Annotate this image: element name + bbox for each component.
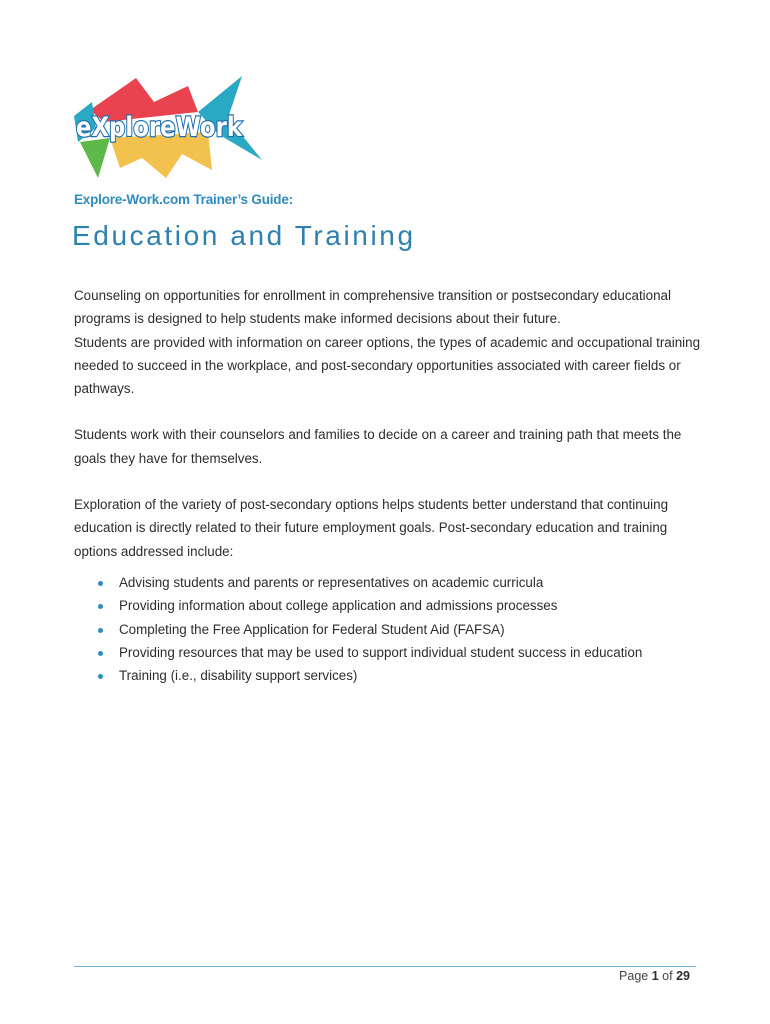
list-item-text: Providing information about college application and admissions processes: [119, 598, 558, 614]
list-item-text: Providing resources that may be used to support individual student success in education: [119, 644, 643, 660]
list-item: [98, 594, 704, 617]
bullet-icon: [98, 651, 103, 656]
bullet-icon: [98, 674, 103, 679]
total-pages: 29: [676, 969, 690, 983]
paragraph-career-options: Students are provided with information on career options, the types of academic and occupational training needed to succeed in the workplace, and post-secondary opportunities associated with career fields or pathways.: [74, 334, 701, 397]
paragraph-intro: Counseling on opportunities for enrollment in comprehensive transition or postsecondary educational programs is designed to help students make informed decisions about their future.: [74, 288, 671, 327]
logo-graphic: [70, 72, 266, 182]
of-label: of: [662, 969, 673, 983]
bullet-icon: [98, 628, 103, 633]
paragraph-exploration: Exploration of the variety of post-secondary options helps students better understand that continuing education is directly related to their future employment goals. Post-secondary education and training options addressed include:: [74, 497, 669, 559]
list-item-text: Completing the Free Application for Federal Student Aid (FAFSA): [119, 621, 505, 637]
explorework-logo: [70, 72, 266, 182]
page-label: Page: [619, 969, 649, 983]
list-item: [98, 641, 704, 664]
bullet-icon: [98, 581, 103, 586]
list-item-text: Training (i.e., disability support services): [119, 668, 358, 684]
guide-subtitle: Explore-Work.com Trainer’s Guide:: [74, 192, 293, 207]
logo-shard-green: [80, 138, 110, 178]
list-item: [98, 571, 704, 594]
list-item: [98, 618, 704, 641]
logo-wordmark: eXploreWork: [76, 112, 243, 143]
bullet-icon: [98, 604, 103, 609]
list-item-text: Advising students and parents or representatives on academic curricula: [119, 574, 544, 590]
page-title: Education and Training: [72, 220, 416, 251]
footer-divider: [74, 966, 696, 967]
options-list: [74, 571, 704, 687]
page-number: [619, 969, 690, 983]
paragraph-counselors: Students work with their counselors and families to decide on a career and training path that meets the goals they have for themselves.: [74, 427, 682, 466]
current-page: 1: [651, 969, 659, 983]
list-item: [98, 664, 704, 687]
body-content: [74, 284, 704, 687]
